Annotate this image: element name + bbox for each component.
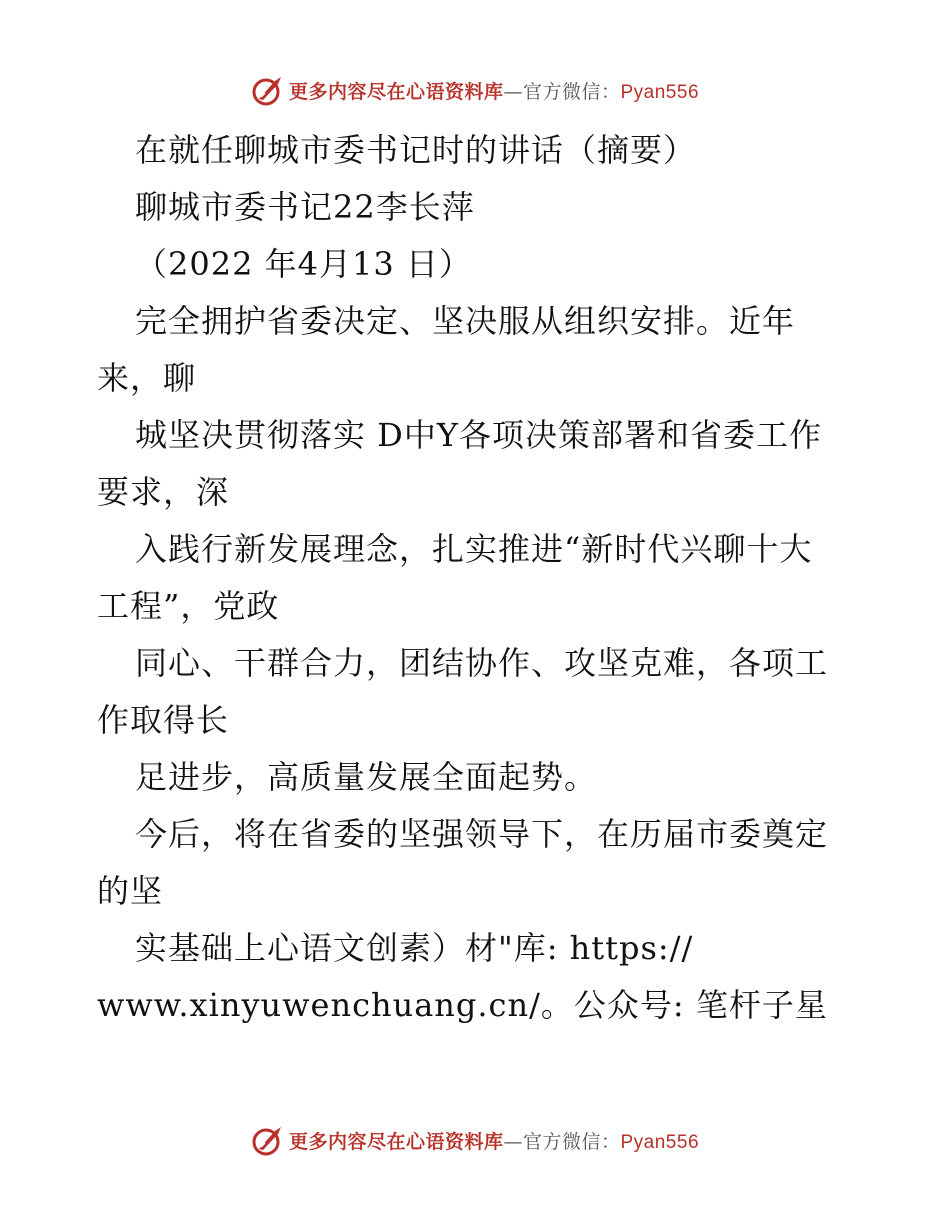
- doc-author: 聊城市委书记22李长萍: [135, 188, 475, 226]
- doc-line: www.xinyuwenchuang.cn/。公众号: 笔杆子星: [97, 986, 828, 1024]
- doc-line: 入践行新发展理念，扎实推进“新时代兴聊十大: [135, 530, 813, 568]
- doc-line: 实基础上心语文创素）材"库: https://: [135, 929, 694, 967]
- doc-line: 作取得长: [97, 701, 230, 739]
- doc-line: 足进步，高质量发展全面起势。: [135, 758, 598, 796]
- doc-line: 来，聊: [97, 359, 197, 397]
- watermark-wechat-id: Pyan556: [620, 81, 700, 103]
- doc-line: 今后，将在省委的坚强领导下，在历届市委奠定: [135, 815, 829, 853]
- watermark-wechat-id: Pyan556: [620, 1131, 700, 1153]
- quill-pen-logo-icon: [251, 1123, 285, 1157]
- watermark-banner-top: [0, 70, 950, 110]
- doc-line: 完全拥护省委决定、坚决服从组织安排。近年: [135, 302, 796, 340]
- watermark-main: 更多内容尽在心语资料库: [288, 1130, 504, 1153]
- doc-line: 同心、干群合力，团结协作、攻坚克难，各项工: [135, 644, 829, 682]
- watermark-official: —官方微信：: [503, 1130, 621, 1153]
- watermark-main: 更多内容尽在心语资料库: [288, 80, 504, 103]
- watermark-banner-bottom: [0, 1120, 950, 1160]
- doc-title: 在就任聊城市委书记时的讲话（摘要）: [135, 131, 697, 169]
- watermark-text: [289, 77, 699, 104]
- doc-date: （2022 年4月13 日）: [135, 245, 472, 283]
- quill-pen-logo-icon: [251, 73, 285, 107]
- doc-line: 要求，深: [97, 473, 230, 511]
- watermark-official: —官方微信：: [503, 80, 621, 103]
- doc-line: 的坚: [97, 872, 164, 910]
- doc-line: 城坚决贯彻落实 D中Y各项决策部署和省委工作: [135, 416, 822, 454]
- watermark-text: [289, 1127, 699, 1154]
- document-body: [97, 122, 867, 1034]
- doc-line: 工程”，党政: [97, 587, 280, 625]
